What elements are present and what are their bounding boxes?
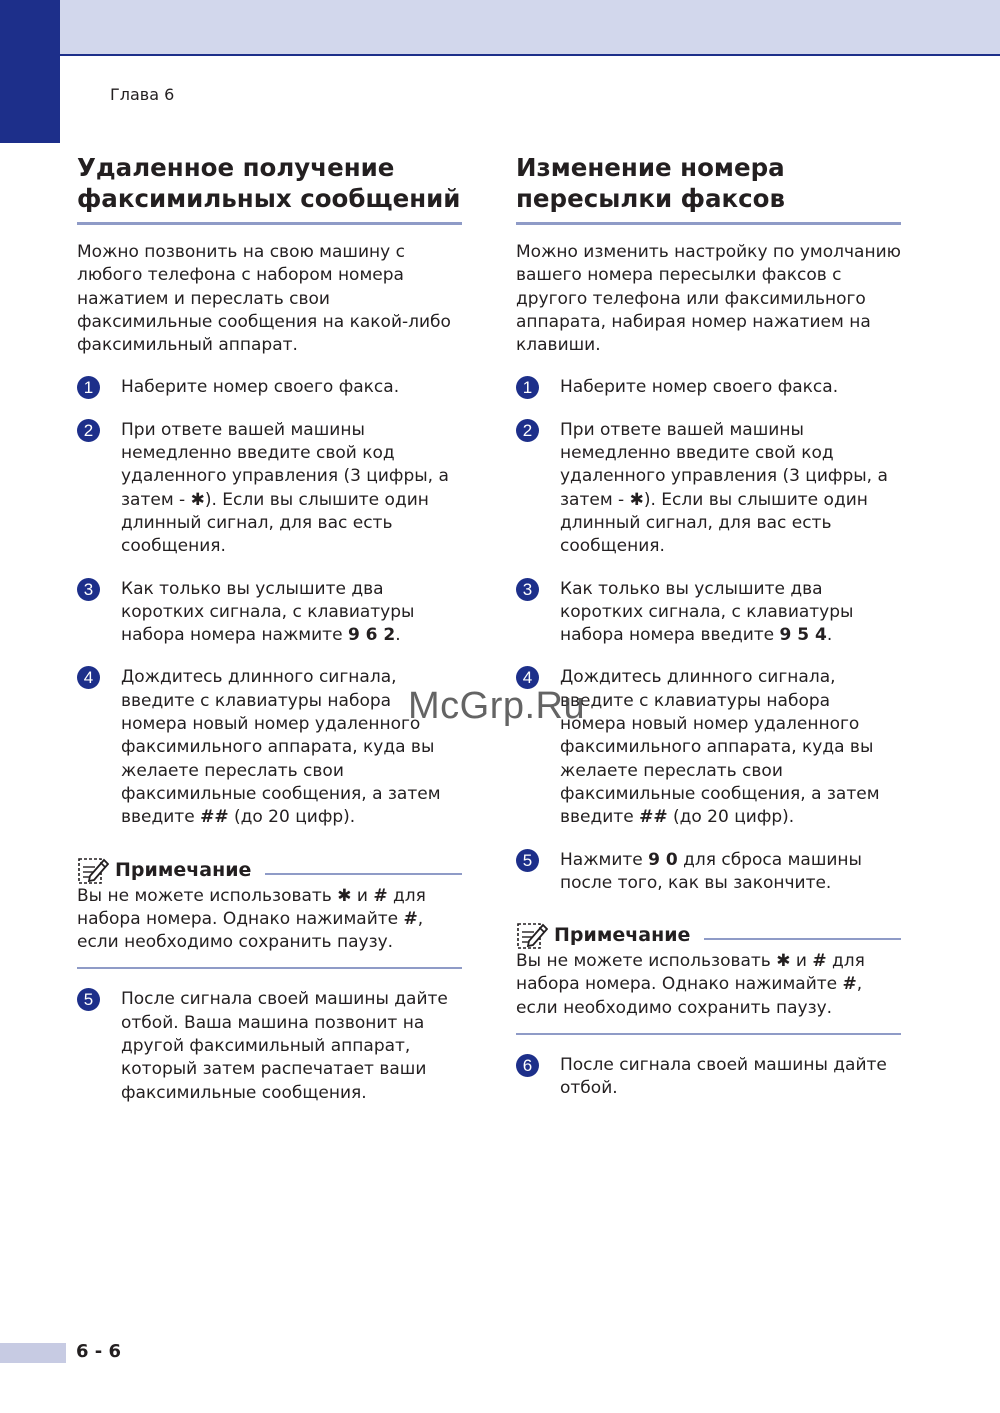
note-text: Вы не можете использовать ✱ и # для набора номера. Однако нажимайте #, если необходимо сохранить паузу. (516, 950, 901, 1035)
left-column (77, 152, 462, 1105)
note-title: Примечание (115, 858, 252, 881)
step-4: 4 Дождитесь длинного сигнала, введите с клавиатуры набора номера новый номер удаленного факсимильного аппарата, куда вы желаете переслать свои факсимильные сообщения, а затем введите ## (до 20 цифр). (516, 666, 901, 829)
step-6: 6 После сигнала своей машины дайте отбой. (516, 1054, 901, 1101)
left-intro: Можно позвонить на свою машину с любого телефона с набором номера нажатием и переслать свои факсимильные сообщения на какой-либо факсимильный аппарат. (77, 242, 451, 356)
step-number-badge: 2 (516, 419, 539, 442)
key-code: 9 6 2 (347, 625, 396, 646)
step-number-badge: 5 (77, 988, 100, 1011)
step-number-badge: 2 (77, 419, 100, 442)
step-5: 5 Нажмите 9 0 для сброса машины после того, как вы закончите. (516, 849, 901, 896)
star-key-icon: ✱ (776, 951, 791, 972)
step-number-badge: 1 (77, 376, 100, 399)
note-rule (704, 938, 901, 940)
hash-key: # (842, 974, 857, 995)
chapter-side-tab (0, 0, 60, 143)
step-2: 2 При ответе вашей машины немедленно введите свой код удаленного управления (3 цифры, а затем - ✱). Если вы слышите один длинный сигнал, для вас есть сообщения. (516, 419, 901, 559)
right-column (516, 152, 901, 1101)
chapter-label: Глава 6 (110, 85, 175, 104)
watermark: McGrp.Ru (408, 685, 586, 727)
header-band (0, 0, 1000, 54)
step-number-badge: 4 (516, 666, 539, 689)
note-rule (265, 873, 462, 875)
step-1: 1 Наберите номер своего факса. (516, 376, 901, 399)
star-key-icon: ✱ (337, 885, 352, 906)
hash-key: # (373, 885, 388, 906)
step-number-badge: 6 (516, 1054, 539, 1077)
step-4: 4 Дождитесь длинного сигнала, введите с клавиатуры набора номера новый номер удаленного факсимильного аппарата, куда вы желаете переслать свои факсимильные сообщения, а затем введите ## (до 20 цифр). (77, 666, 462, 829)
star-key-icon: ✱ (190, 489, 205, 510)
left-steps (77, 376, 462, 829)
header-rule (60, 54, 1000, 56)
left-note (77, 855, 462, 970)
hash-key: # (403, 908, 418, 929)
note-title: Примечание (554, 924, 691, 947)
note-header (516, 920, 901, 950)
key-code: ## (639, 807, 668, 828)
right-intro: Можно изменить настройку по умолчанию вашего номера пересылки факсов с другого телефона или факсимильного аппарата, набирая номер нажатием на клавиши. (516, 242, 901, 356)
step-3: 3 Как только вы услышите два коротких сигнала, с клавиатуры набора номера нажмите 9 6 2. (77, 578, 462, 648)
note-header (77, 855, 462, 885)
key-code: 9 0 (648, 849, 678, 870)
right-section-title: Изменение номера пересылки факсов (516, 152, 901, 225)
note-text: Вы не можете использовать ✱ и # для набора номера. Однако нажимайте #, если необходимо сохранить паузу. (77, 885, 462, 970)
note-pencil-icon (516, 920, 548, 950)
step-5: 5 После сигнала своей машины дайте отбой. Ваша машина позвонит на другой факсимильный аппарат, который затем распечатает ваши факсимильные сообщения. (77, 988, 462, 1104)
right-note (516, 920, 901, 1035)
step-number-badge: 5 (516, 849, 539, 872)
page-number: 6 - 6 (76, 1341, 122, 1362)
step-number-badge: 4 (77, 666, 100, 689)
star-key-icon: ✱ (629, 489, 644, 510)
step-1: 1 Наберите номер своего факса. (77, 376, 462, 399)
note-pencil-icon (77, 855, 109, 885)
hash-key: # (812, 951, 827, 972)
key-code: 9 5 4 (779, 625, 827, 646)
step-number-badge: 3 (516, 578, 539, 601)
step-2: 2 При ответе вашей машины немедленно введите свой код удаленного управления (3 цифры, а затем - ✱). Если вы слышите один длинный сигнал, для вас есть сообщения. (77, 419, 462, 559)
step-3: 3 Как только вы услышите два коротких сигнала, с клавиатуры набора номера введите 9 5 4. (516, 578, 901, 648)
right-steps (516, 376, 901, 895)
key-code: ## (200, 807, 229, 828)
left-section-title: Удаленное получение факсимильных сообщений (77, 152, 462, 225)
step-number-badge: 1 (516, 376, 539, 399)
step-number-badge: 3 (77, 578, 100, 601)
footer-band (0, 1343, 66, 1363)
